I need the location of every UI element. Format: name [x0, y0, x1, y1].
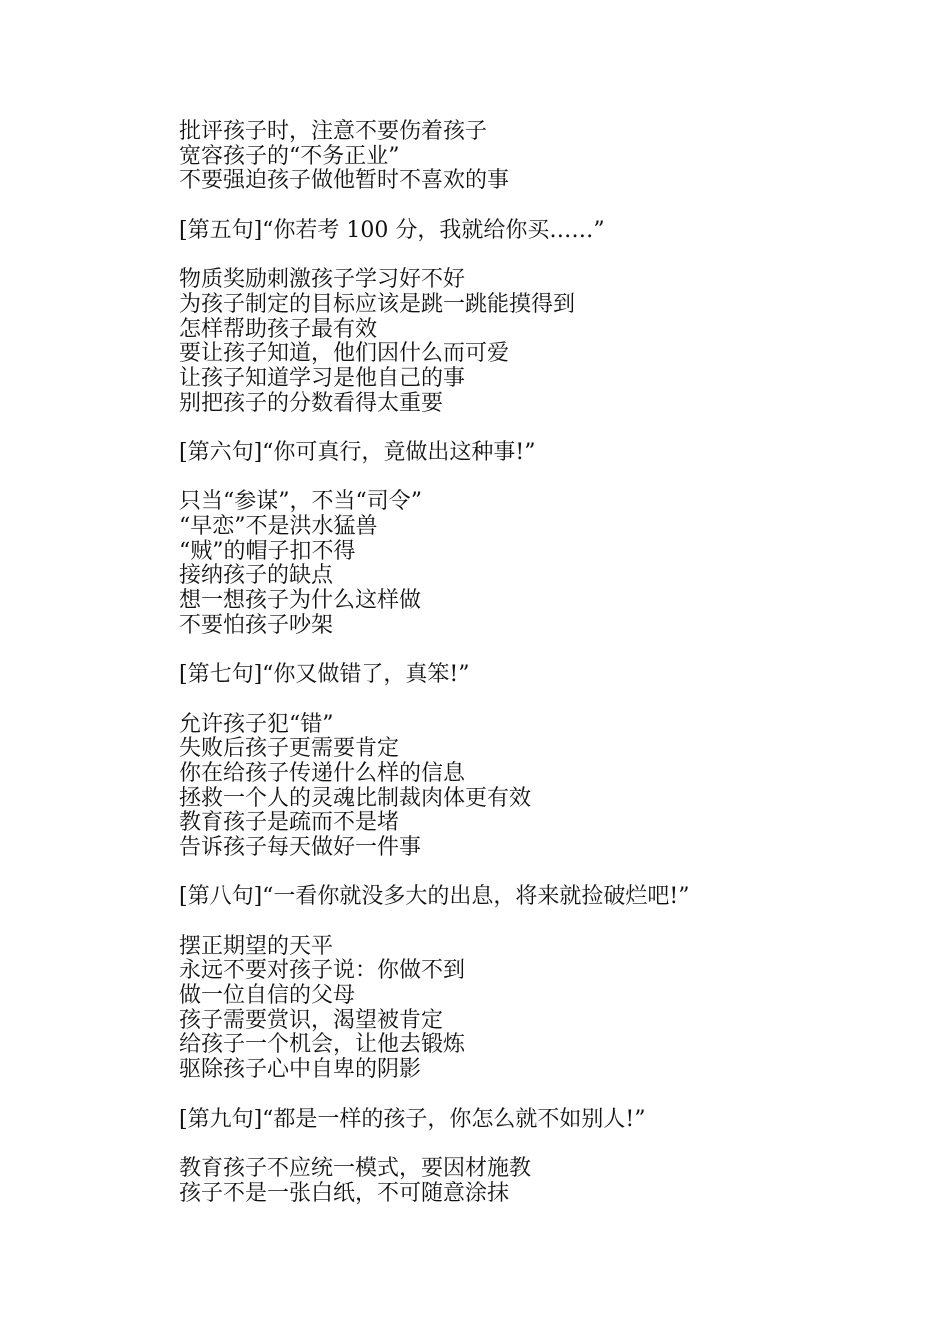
section-heading: [第五句]“你若考 100 分，我就给你买……” — [179, 217, 605, 243]
list-item: 为孩子制定的目标应该是跳一跳能摸得到 — [179, 291, 576, 317]
section-heading: [第八句]“一看你就没多大的出息，将来就捡破烂吧!” — [179, 884, 690, 910]
list-item: 摆正期望的天平 — [179, 933, 334, 959]
blank-line — [179, 194, 879, 219]
list-item: 要让孩子知道，他们因什么而可爱 — [179, 341, 510, 367]
list-item: 教育孩子是疏而不是堵 — [179, 810, 400, 836]
section-heading: [第七句]“你又做错了，真笨!” — [179, 662, 470, 688]
list-item: 接纳孩子的缺点 — [179, 563, 334, 589]
list-item: “贼”的帽子扣不得 — [179, 538, 356, 564]
list-item: 不要强迫孩子做他暂时不喜欢的事 — [179, 168, 510, 194]
list-item: 你在给孩子传递什么样的信息 — [179, 760, 466, 786]
list-item: 做一位自信的父母 — [179, 983, 356, 1009]
section-5 — [179, 219, 879, 417]
list-item: 孩子不是一张白纸，不可随意涂抹 — [179, 1180, 510, 1206]
list-item: 驱除孩子心中自卑的阴影 — [179, 1057, 422, 1083]
document-page — [179, 120, 879, 1206]
blank-line — [179, 688, 879, 713]
section-8 — [179, 885, 879, 1083]
list-item: 教育孩子不应统一模式，要因材施教 — [179, 1155, 532, 1181]
list-item: 想一想孩子为什么这样做 — [179, 588, 422, 614]
blank-line — [179, 416, 879, 441]
blank-line — [179, 861, 879, 886]
section-continued — [179, 120, 879, 194]
list-item: 永远不要对孩子说：你做不到 — [179, 958, 466, 984]
section-9 — [179, 1108, 879, 1207]
list-item: 宽容孩子的“不务正业” — [179, 143, 400, 169]
list-item: 告诉孩子每天做好一件事 — [179, 834, 422, 860]
list-item: “早恋”不是洪水猛兽 — [179, 514, 378, 539]
blank-line — [179, 466, 879, 491]
section-6 — [179, 441, 879, 639]
blank-line — [179, 1132, 879, 1157]
list-item: 只当“参谋”，不当“司令” — [179, 489, 422, 515]
list-item: 别把孩子的分数看得太重要 — [179, 390, 444, 416]
list-item: 给孩子一个机会，让他去锻炼 — [179, 1032, 466, 1058]
list-item: 孩子需要赏识，渴望被肯定 — [179, 1007, 444, 1033]
list-item: 允许孩子犯“错” — [179, 711, 334, 737]
list-item: 不要怕孩子吵架 — [179, 612, 334, 638]
list-item: 失败后孩子更需要肯定 — [179, 736, 400, 762]
section-heading: [第六句]“你可真行，竟做出这种事!” — [179, 439, 536, 465]
section-heading: [第九句]“都是一样的孩子，你怎么就不如别人!” — [179, 1106, 646, 1132]
section-7 — [179, 663, 879, 861]
list-item: 拯救一个人的灵魂比制裁肉体更有效 — [179, 785, 532, 811]
list-item: 让孩子知道学习是他自己的事 — [179, 365, 466, 391]
list-item: 物质奖励刺激孩子学习好不好 — [179, 267, 466, 293]
blank-line — [179, 910, 879, 935]
list-item: 批评孩子时，注意不要伤着孩子 — [179, 119, 488, 144]
blank-line — [179, 243, 879, 268]
blank-line — [179, 638, 879, 663]
blank-line — [179, 1083, 879, 1108]
list-item: 怎样帮助孩子最有效 — [179, 316, 378, 342]
